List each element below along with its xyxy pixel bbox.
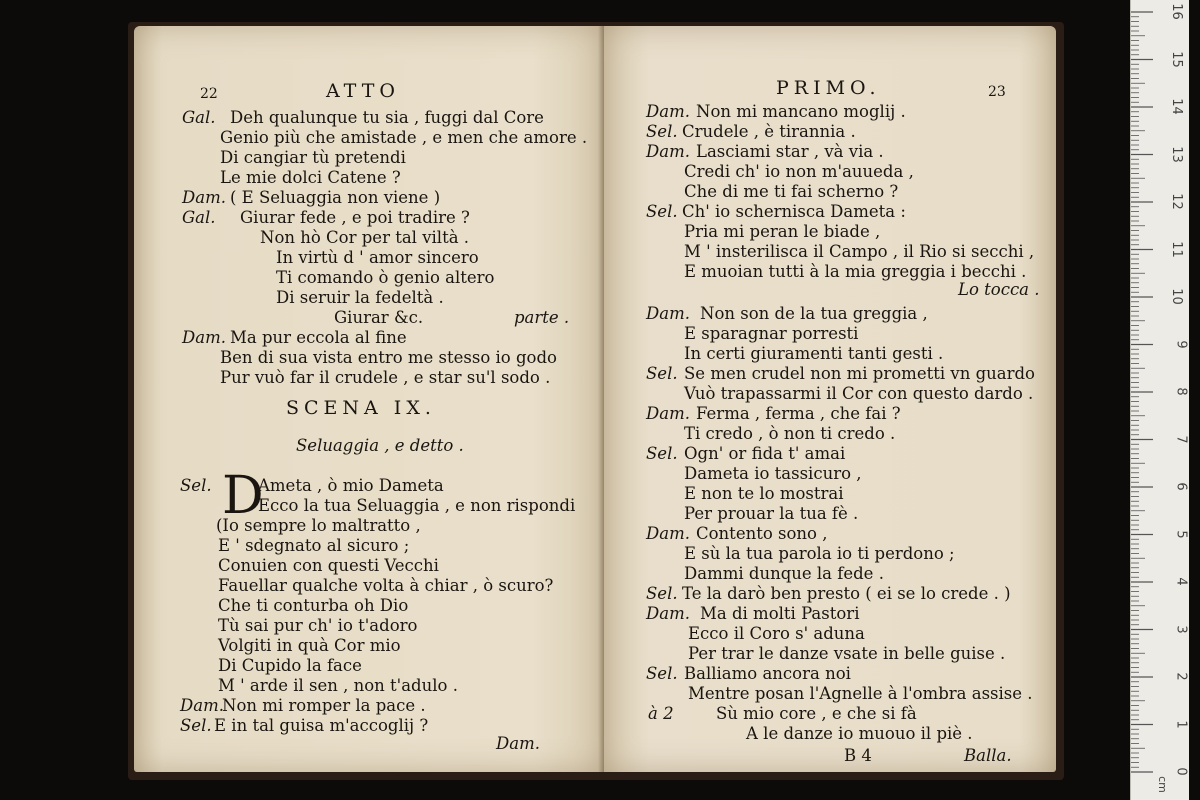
- ruler-number: 16: [1169, 3, 1185, 20]
- right-page-number: 23: [988, 84, 1006, 100]
- ruler-number: 1: [1173, 719, 1189, 729]
- verse-line: In virtù d ' amor sincero: [276, 248, 479, 267]
- left-page: [134, 26, 604, 772]
- verse-line: In certi giuramenti tanti gesti .: [684, 344, 944, 363]
- verse-line: E ' sdegnato al sicuro ;: [218, 536, 410, 555]
- stage-direction: parte .: [514, 308, 570, 327]
- ruler-number: 14: [1169, 98, 1185, 115]
- verse-line: Ti comando ò genio altero: [276, 268, 495, 287]
- verse-line: Fauellar qualche volta à chiar , ò scuro?: [218, 576, 554, 595]
- verse-line: E sparagnar porresti: [684, 324, 859, 343]
- speaker: Gal.: [182, 108, 216, 127]
- verse-line: Ecco il Coro s' aduna: [688, 624, 865, 643]
- ruler-unit: cm: [1156, 776, 1170, 793]
- verse-line: Pria mi peran le biade ,: [684, 222, 881, 241]
- ruler-number: 15: [1169, 50, 1185, 68]
- verse-line: Ben di sua vista entro me stesso io godo: [220, 348, 557, 367]
- verse-line: (Io sempre lo maltratto ,: [216, 516, 421, 535]
- speaker: Sel.: [180, 716, 212, 735]
- speaker: Sel.: [180, 476, 212, 495]
- verse-line: Che di me ti fai scherno ?: [684, 182, 899, 201]
- verse-line: Balliamo ancora noi: [684, 664, 851, 683]
- left-running-header: ATTO: [326, 80, 400, 102]
- verse-line: Non mi romper la pace .: [222, 696, 426, 715]
- verse-line: A le danze io muouo il piè .: [746, 724, 973, 743]
- verse-line: Di cangiar tù pretendi: [220, 148, 406, 167]
- verse-line: Le mie dolci Catene ?: [220, 168, 401, 187]
- verse-line: Giurar fede , e poi tradire ?: [240, 208, 470, 227]
- ruler-number: 12: [1169, 193, 1185, 210]
- verse-line: Ch' io schernisca Dameta :: [682, 202, 906, 221]
- scene-characters: Seluaggia , e detto .: [296, 436, 464, 455]
- speaker: Sel.: [646, 664, 678, 683]
- verse-line: Non hò Cor per tal viltà .: [260, 228, 470, 247]
- speaker: Dam.: [646, 524, 690, 543]
- speaker: Dam.: [646, 304, 690, 323]
- verse-line: Volgiti in quà Cor mio: [218, 636, 401, 655]
- ruler-number: 6: [1173, 482, 1189, 491]
- verse-line: Se men crudel non mi prometti vn guardo: [684, 364, 1035, 383]
- speaker: Dam.: [180, 696, 224, 715]
- right-running-header: PRIMO.: [776, 77, 881, 99]
- stage-direction: Lo tocca .: [958, 280, 1040, 299]
- ruler-number: 9: [1173, 339, 1189, 349]
- speaker: Gal.: [182, 208, 216, 227]
- verse-line: Crudele , è tirannia .: [682, 122, 856, 141]
- verse-line: Dameta io tassicuro ,: [684, 464, 862, 483]
- verse-line: Lasciami star , và via .: [696, 142, 884, 161]
- verse-line: Di Cupido la face: [218, 656, 362, 675]
- verse-line: Contento sono ,: [696, 524, 828, 543]
- verse-line: ( E Seluaggia non viene ): [230, 188, 441, 207]
- ruler-number: 0: [1173, 767, 1189, 776]
- verse-line: M ' arde il sen , non t'adulo .: [218, 676, 458, 695]
- signature-mark: B 4: [844, 746, 872, 765]
- ruler-number: 13: [1169, 145, 1185, 163]
- ruler-number: 2: [1173, 672, 1189, 681]
- verse-line: E muoian tutti à la mia greggia i becchi .: [684, 262, 1027, 281]
- speaker: Dam.: [182, 328, 226, 347]
- speaker: Dam.: [182, 188, 226, 207]
- verse-line: Credi ch' io non m'auueda ,: [684, 162, 914, 181]
- verse-line: Per prouar la tua fè .: [684, 504, 859, 523]
- verse-line: E in tal guisa m'accoglij ?: [214, 716, 429, 735]
- speaker: Sel.: [646, 122, 678, 141]
- speaker: à 2: [648, 704, 674, 723]
- catchword: Balla.: [964, 746, 1012, 765]
- verse-line: Di seruir la fedeltà .: [276, 288, 444, 307]
- verse-line: Sù mio core , e che si fà: [716, 704, 917, 723]
- speaker: Sel.: [646, 584, 678, 603]
- left-page-number: 22: [200, 86, 218, 102]
- drop-cap: D: [222, 466, 264, 526]
- verse-line: Per trar le danze vsate in belle guise .: [688, 644, 1006, 663]
- speaker: Sel.: [646, 444, 678, 463]
- ruler-number: 4: [1173, 577, 1189, 586]
- verse-line: Genio più che amistade , e men che amore .: [220, 128, 588, 147]
- verse-line: Ti credo , ò non ti credo .: [684, 424, 896, 443]
- verse-line: Che ti conturba oh Dio: [218, 596, 409, 615]
- verse-line: Ma di molti Pastori: [700, 604, 860, 623]
- verse-line: Tù sai pur ch' io t'adoro: [218, 616, 418, 635]
- catchword: Dam.: [496, 734, 540, 753]
- ruler-number: 7: [1173, 434, 1189, 444]
- right-page: [604, 26, 1056, 772]
- verse-line: M ' insterilisca il Campo , il Rio si secchi ,: [684, 242, 1035, 261]
- scene-title: SCENA IX.: [286, 397, 436, 419]
- speaker: Sel.: [646, 364, 678, 383]
- verse-line: Ferma , ferma , che fai ?: [696, 404, 901, 423]
- verse-line: Non mi mancano moglij .: [696, 102, 906, 121]
- verse-line: E non te lo mostrai: [684, 484, 844, 503]
- verse-line: Non son de la tua greggia ,: [700, 304, 928, 323]
- ruler-number: 3: [1173, 624, 1189, 634]
- speaker: Dam.: [646, 102, 690, 121]
- ruler-number: 5: [1173, 529, 1189, 539]
- ruler-number: 10: [1169, 288, 1185, 305]
- verse-line: Conuien con questi Vecchi: [218, 556, 439, 575]
- ruler-number: 11: [1169, 240, 1185, 258]
- verse-line: Giurar &c.: [334, 308, 424, 327]
- verse-line: Deh qualunque tu sia , fuggi dal Core: [230, 108, 544, 127]
- verse-line: Ecco la tua Seluaggia , e non rispondi: [258, 496, 576, 515]
- speaker: Sel.: [646, 202, 678, 221]
- verse-line: Mentre posan l'Agnelle à l'ombra assise .: [688, 684, 1033, 703]
- verse-line: E sù la tua parola io ti perdono ;: [684, 544, 955, 563]
- verse-line: Ma pur eccola al fine: [230, 328, 407, 347]
- speaker: Dam.: [646, 142, 690, 161]
- verse-line: Dammi dunque la fede .: [684, 564, 884, 583]
- verse-line: Ameta , ò mio Dameta: [258, 476, 444, 495]
- verse-line: Pur vuò far il crudele , e star su'l sodo .: [220, 368, 551, 387]
- speaker: Dam.: [646, 604, 690, 623]
- verse-line: Ogn' or fida t' amai: [684, 444, 846, 463]
- measurement-ruler: [1130, 0, 1189, 800]
- verse-line: Vuò trapassarmi il Cor con questo dardo .: [684, 384, 1034, 403]
- speaker: Dam.: [646, 404, 690, 423]
- verse-line: Te la darò ben presto ( ei se lo crede . ): [682, 584, 1011, 603]
- ruler-number: 8: [1173, 387, 1189, 396]
